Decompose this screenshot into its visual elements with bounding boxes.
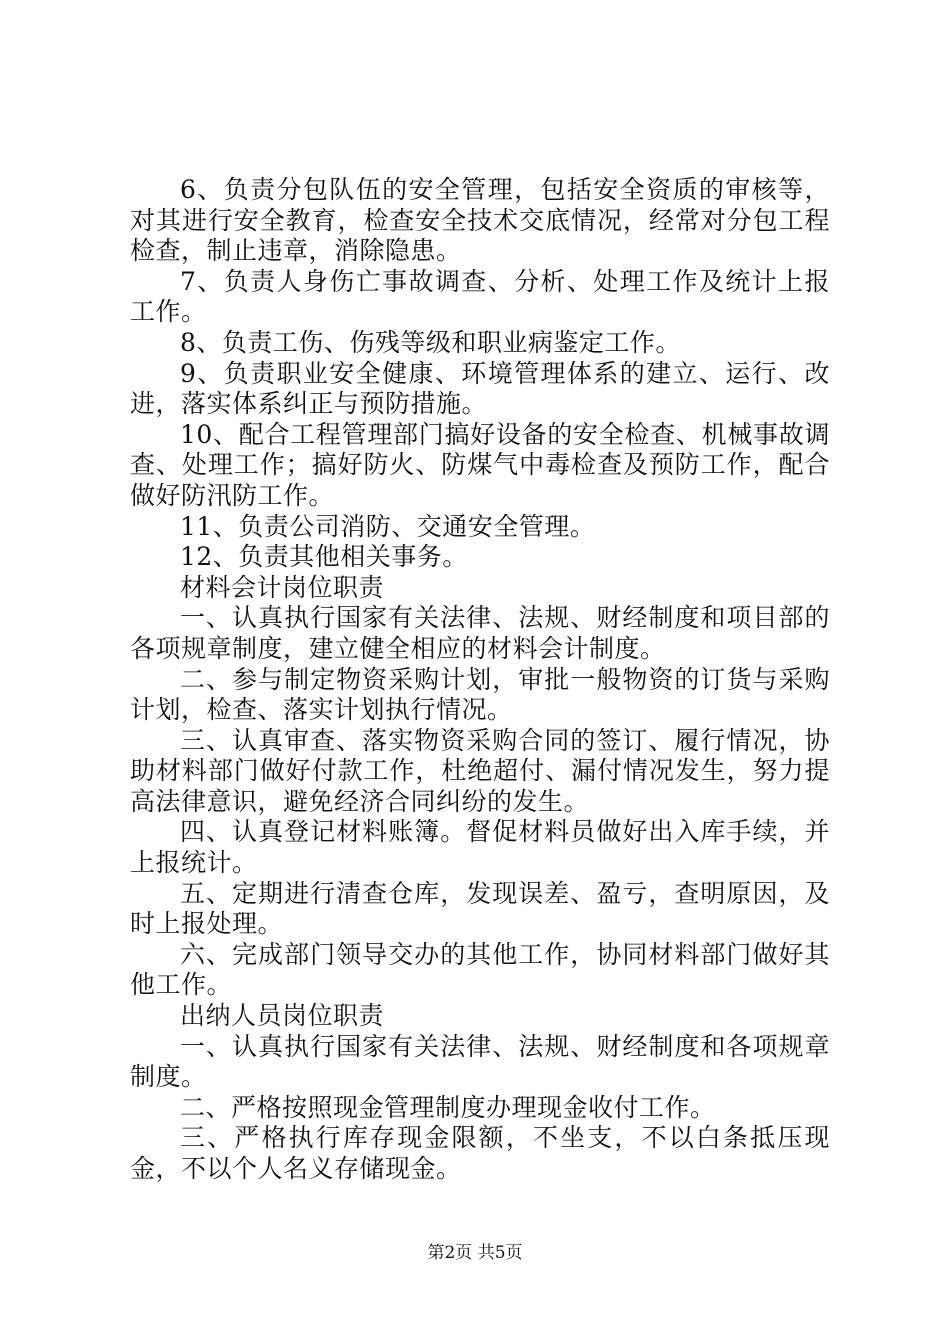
section-heading-material-accountant: 材料会计岗位职责: [180, 572, 385, 602]
page-footer: [0, 1243, 950, 1263]
paragraph-cashier-2: 二、严格按照现金管理制度办理现金收付工作。: [180, 1092, 716, 1122]
paragraph-material-5: 五、定期进行清查仓库，发现误差、盈亏，查明原因，及时上报处理。: [130, 878, 830, 939]
paragraph-item-7: 7、负责人身伤亡事故调查、分析、处理工作及统计上报工作。: [130, 266, 830, 327]
paragraph-cashier-1: 一、认真执行国家有关法律、法规、财经制度和各项规章制度。: [130, 1031, 830, 1092]
document-body: [130, 175, 830, 1185]
paragraph-item-11: 11、负责公司消防、交通安全管理。: [180, 511, 596, 541]
paragraph-item-12: 12、负责其他相关事务。: [180, 542, 468, 572]
paragraph-material-4: 四、认真登记材料账簿。督促材料员做好出入库手续，并上报统计。: [130, 817, 830, 878]
paragraph-item-6: 6、负责分包队伍的安全管理，包括安全资质的审核等，对其进行安全教育，检查安全技术交底情况，经常对分包工程检查，制止违章，消除隐患。: [130, 175, 830, 266]
paragraph-item-8: 8、负责工伤、伤残等级和职业病鉴定工作。: [180, 327, 681, 357]
paragraph-material-6: 六、完成部门领导交办的其他工作，协同材料部门做好其他工作。: [130, 939, 830, 1000]
paragraph-item-10: 10、配合工程管理部门搞好设备的安全检查、机械事故调查、处理工作；搞好防火、防煤气中毒检查及预防工作，配合做好防汛防工作。: [130, 419, 830, 510]
section-heading-cashier: 出纳人员岗位职责: [180, 1001, 385, 1031]
paragraph-material-1: 一、认真执行国家有关法律、法规、财经制度和项目部的各项规章制度，建立健全相应的材料会计制度。: [130, 603, 830, 663]
paragraph-cashier-3: 三、严格执行库存现金限额，不坐支，不以白条抵压现金，不以个人名义存储现金。: [130, 1123, 830, 1183]
paragraph-material-2: 二、参与制定物资采购计划，审批一般物资的订货与采购计划，检查、落实计划执行情况。: [130, 664, 830, 725]
page-number: 第2页 共5页: [427, 1243, 523, 1263]
paragraph-material-3: 三、认真审查、落实物资采购合同的签订、履行情况，协助材料部门做好付款工作，杜绝超付、漏付情况发生，努力提高法律意识，避免经济合同纠纷的发生。: [130, 725, 830, 816]
paragraph-item-9: 9、负责职业安全健康、环境管理体系的建立、运行、改进，落实体系纠正与预防措施。: [130, 358, 830, 419]
